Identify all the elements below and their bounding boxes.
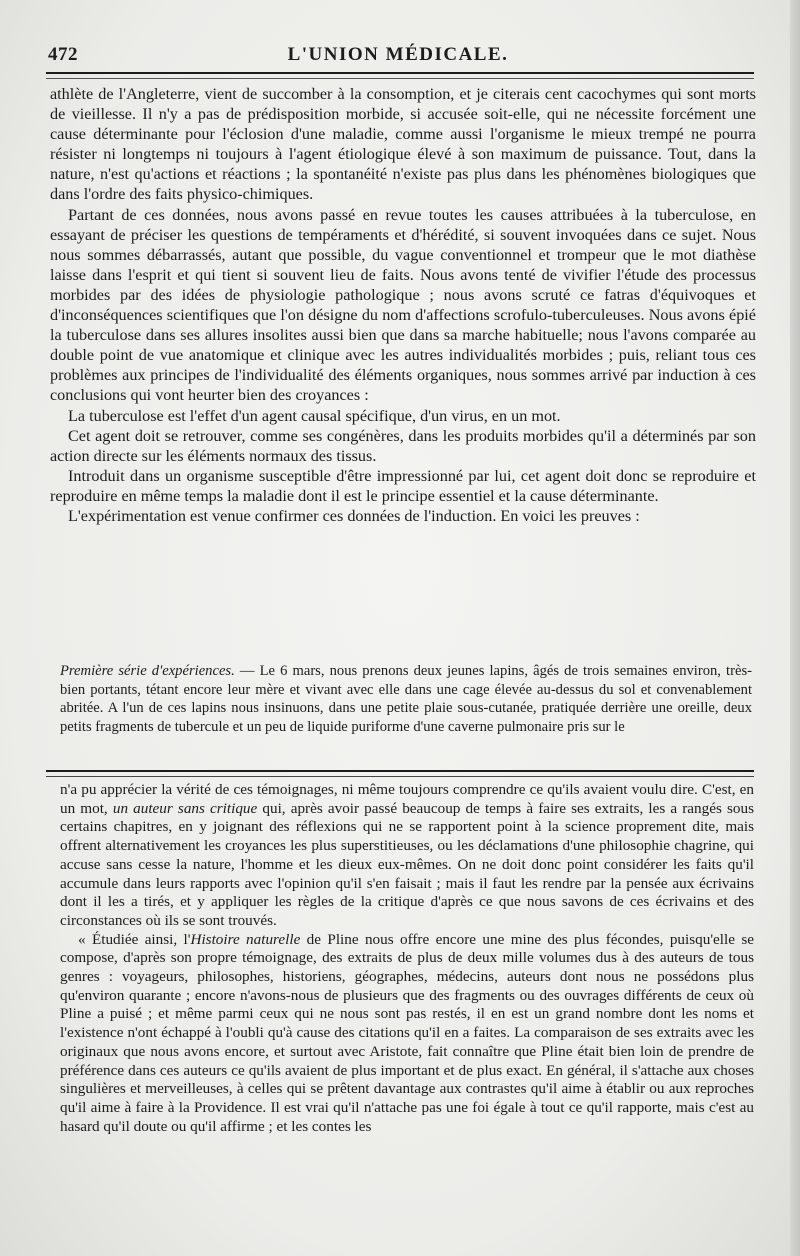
header-rule-thin — [46, 78, 754, 79]
page-number: 472 — [48, 44, 78, 65]
paragraph: Cet agent doit se retrouver, comme ses congénères, dans les produits morbides qu'il a déterminés par son action directe sur les éléments normaux des tissus. — [50, 426, 756, 465]
experiment-lead: Première série d'expériences. — [60, 663, 235, 679]
page-header — [48, 38, 748, 72]
page-edge — [790, 0, 800, 1256]
feuilleton-text-part: n'a pu apprécier la vérité de ces témoignages, ni même toujours comprendre ce qu'ils avaient voulu dire. C'est, en un mot, — [60, 781, 754, 817]
feuilleton-separator-thin — [46, 776, 754, 777]
feuilleton-paragraph — [60, 781, 754, 931]
feuilleton-italic: Histoire naturelle — [190, 930, 301, 948]
paragraph: Introduit dans un organisme susceptible d'être impressionné par lui, cet agent doit donc se reproduire et reproduire en même temps la maladie dont il est le principe essentiel et la cause déterminante. — [50, 466, 756, 505]
experiment-text: — Le 6 mars, nous prenons deux jeunes lapins, âgés de trois semaines environ, très-bien portants, tétant encore leur mère et vivant avec elle dans une cage élevée au-dessus du sol et convenablement abritée. A l'un de ces lapins nous insinuons, dans une petite plaie sous-cutanée, pratiquée derrière une oreille, deux petits fragments de tubercule et un peu de liquide puriforme d'une caverne pulmonaire pris sur le — [60, 663, 752, 735]
journal-title: L'UNION MÉDICALE. — [287, 44, 509, 65]
paragraph: athlète de l'Angleterre, vient de succomber à la consomption, et je citerais cent cacochymes qui sont morts de vieillesse. Il n'y a pas de prédisposition morbide, si accusée soit-elle, qui ne nécessite forcément une cause déterminante pour l'éclosion d'une maladie, comme aussi l'organisme le mieux trempé ne pourra résister ni longtemps ni toujours à l'agent étiologique élevé à son maximum de puissance. Tout, dans la nature, n'est qu'actions et réactions ; la spontanéité n'existe pas plus dans les phénomènes biologiques que dans l'ordre des faits physico-chimiques. — [50, 85, 756, 204]
feuilleton-separator — [46, 770, 754, 772]
feuilleton-paragraph — [60, 931, 754, 1137]
header-rule — [46, 72, 754, 74]
paragraph: La tuberculose est l'effet d'un agent causal spécifique, d'un virus, en un mot. — [68, 406, 561, 425]
feuilleton-text — [60, 781, 754, 1136]
main-article-text — [50, 84, 756, 526]
experiment-section — [60, 662, 752, 736]
feuilleton-text-part: de Pline nous offre encore une mine des plus fécondes, puisqu'elle se compose, d'après son propre témoignage, des extraits de plus de deux mille volumes dus à des auteurs de tous genres : voyageurs, philosophes, historiens, géographes, médecins, auteurs dont nous ne possédons plus qu'environ quarante ; encore n'avons-nous de plusieurs que des fragments ou des ouvrages différents de ceux où Pline a puisé ; et même parmi ceux qui ne nous sont pas restés, il en est un grand nombre dont les noms et l'existence n'ont échappé à l'oubli qu'à cause des citations qu'il en a faites. La comparaison de ses extraits avec les originaux que nous avons encore, et surtout avec Aristote, fait connaître que Pline était bien loin de prendre de préférence dans ces auteurs ce qu'ils avaient de plus important et de plus exact. En général, il s'attache aux choses singulières et merveilleuses, à celles qui se prêtent davantage aux contrastes qu'il aime à établir ou aux reproches qu'il aime à faire à la Providence. Il est vrai qu'il n'attache pas une foi égale à tout ce qu'il rapporte, mais c'est au hasard qu'il doute ou qu'il affirme ; et les contes les — [60, 930, 754, 1135]
feuilleton-text-part: qui, après avoir passé beaucoup de temps à faire ses extraits, les a rangés sous certains chapitres, en y joignant des réflexions qui ne se rapportent point à la science proprement dite, mais offrent alternativement les croyances les plus superstitieuses, ou les déclamations d'une philosophie chagrine, qui accuse sans cesse la nature, l'homme et les dieux eux-mêmes. On ne doit donc point considérer les faits qu'il accumule dans leurs rapports avec l'opinion qu'il s'en faisait ; mais il faut les rendre par la pensée aux écrivains dont il les a tirés, et y appliquer les règles de la critique d'après ce que nous savons de ces écrivains et des circonstances où ils se sont trouvés. — [60, 799, 754, 929]
paragraph: Partant de ces données, nous avons passé en revue toutes les causes attribuées à la tuberculose, en essayant de préciser les questions de tempéraments et d'hérédité, si souvent invoquées dans ce sujet. Nous nous sommes débarrassés, autant que possible, du vague conventionnel et trompeur que le mot diathèse laisse dans l'esprit et qui tient si souvent lieu de faits. Nous avons tenté de vivifier l'étude des processus morbides par des idées de physiologie pathologique ; nous avons scruté ce fatras d'équivoques et d'inconséquences scientifiques que l'on désigne du nom d'affections scrofulo-tuberculeuses. Nous avons épié la tuberculose dans ses allures insolites aussi bien que dans sa marche habituelle; nous l'avons comparée au double point de vue anatomique et clinique avec les autres individualités morbides ; puis, reliant tous ces problèmes aux principes de l'individualité des éléments organiques, nous sommes arrivé par induction à ces conclusions qui vont heurter bien des croyances : — [50, 205, 756, 405]
feuilleton-text-part: « Étudiée ainsi, l' — [78, 930, 191, 948]
feuilleton-italic: un auteur sans critique — [112, 799, 258, 817]
experiment-paragraph — [60, 662, 752, 736]
paragraph: L'expérimentation est venue confirmer ces données de l'induction. En voici les preuves : — [68, 506, 640, 525]
